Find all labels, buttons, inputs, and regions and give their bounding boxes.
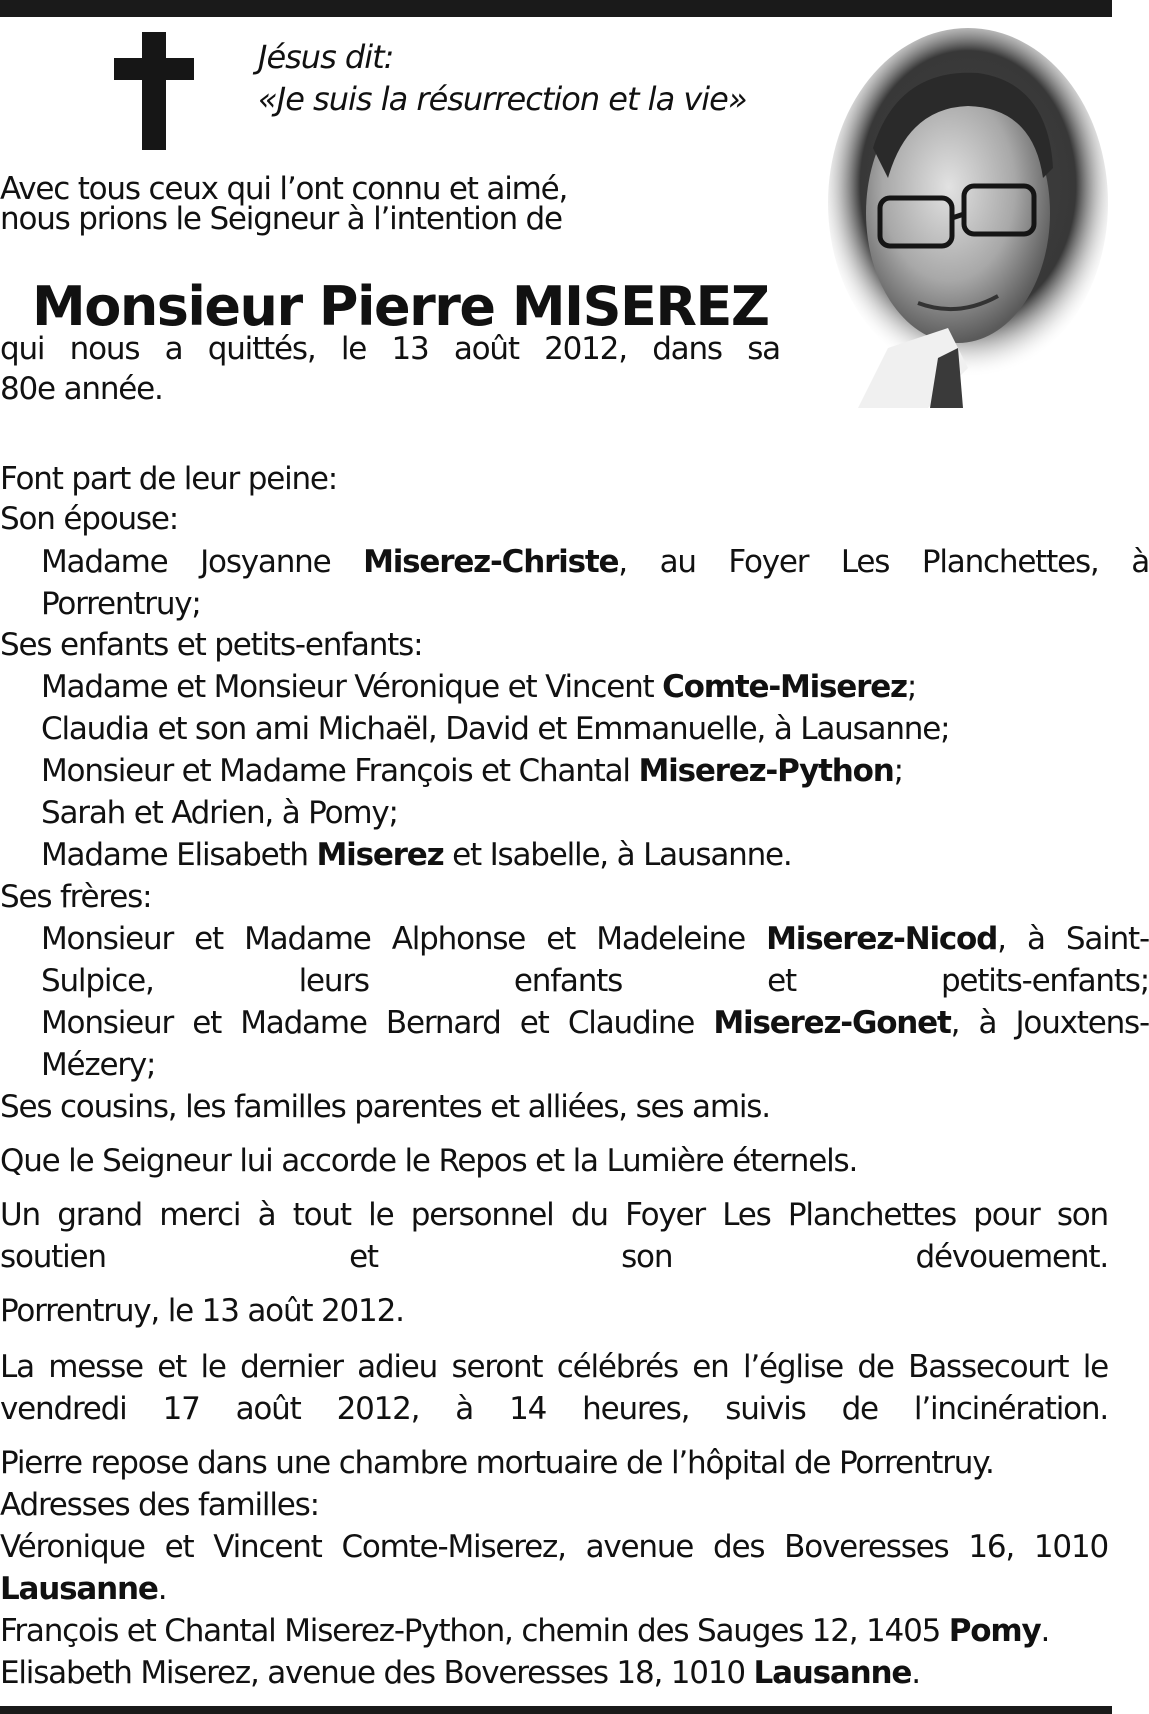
rests-line: Pierre repose dans une chambre mortuaire de l’hôpital de Porrentruy.	[0, 1445, 994, 1481]
top-rule	[0, 0, 1112, 17]
child-entry: Madame Elisabeth Miserez et Isabelle, à Lausanne.	[41, 837, 792, 873]
address-entry: François et Chantal Miserez-Python, chemin des Sauges 12, 1405 Pomy.	[0, 1613, 1050, 1649]
children-label: Ses enfants et petits-enfants:	[0, 627, 423, 663]
prayer-line: Que le Seigneur lui accorde le Repos et la Lumière éternels.	[0, 1143, 858, 1179]
cousins-line: Ses cousins, les familles parentes et alliées, ses amis.	[0, 1089, 770, 1125]
deceased-name: Monsieur Pierre MISEREZ	[32, 275, 769, 338]
address-entry: Elisabeth Miserez, avenue des Boveresses 18, 1010 Lausanne.	[0, 1655, 920, 1691]
place-date: Porrentruy, le 13 août 2012.	[0, 1293, 404, 1329]
child-entry: Madame et Monsieur Véronique et Vincent Comte-Miserez;	[41, 669, 917, 705]
brothers-label: Ses frères:	[0, 879, 152, 915]
passing-line-1: qui nous a quittés, le 13 août 2012, dans sa	[0, 331, 780, 367]
intro-line-2: nous prions le Seigneur à l’intention de	[0, 201, 562, 237]
child-entry: Sarah et Adrien, à Pomy;	[41, 795, 398, 831]
spouse-label: Son épouse:	[0, 501, 178, 537]
intro-line-1: Avec tous ceux qui l’ont connu et aimé,	[0, 171, 568, 207]
brother-entry: Monsieur et Madame Alphonse et Madeleine Miserez-Nicod, à Saint-Sulpice, leurs enfants et petits-enfants;	[41, 921, 1149, 999]
cross-icon	[114, 32, 194, 150]
child-entry: Monsieur et Madame François et Chantal Miserez-Python;	[41, 753, 903, 789]
bible-quote: Jésus dit: «Je suis la résurrection et la vie»	[258, 38, 747, 118]
family-heading: Font part de leur peine:	[0, 461, 338, 497]
addresses-label: Adresses des familles:	[0, 1487, 319, 1523]
child-entry: Claudia et son ami Michaël, David et Emmanuelle, à Lausanne;	[41, 711, 950, 747]
passing-line-2: 80e année.	[0, 371, 163, 407]
thanks-paragraph: Un grand merci à tout le personnel du Foyer Les Planchettes pour son soutien et son dévouement.	[0, 1197, 1108, 1275]
ceremony-paragraph: La messe et le dernier adieu seront célébrés en l’église de Bassecourt le vendredi 17 août 2012, à 14 heures, suivis de l’incinération.	[0, 1349, 1108, 1427]
bottom-rule	[0, 1706, 1112, 1714]
address-entry: Véronique et Vincent Comte-Miserez, avenue des Boveresses 16, 1010 Lausanne.	[0, 1529, 1108, 1607]
spouse-entry: Madame Josyanne Miserez-Christe, au Foyer Les Planchettes, à Porrentruy;	[41, 544, 1149, 622]
brother-entry: Monsieur et Madame Bernard et Claudine Miserez-Gonet, à Jouxtens-Mézery;	[41, 1005, 1149, 1083]
